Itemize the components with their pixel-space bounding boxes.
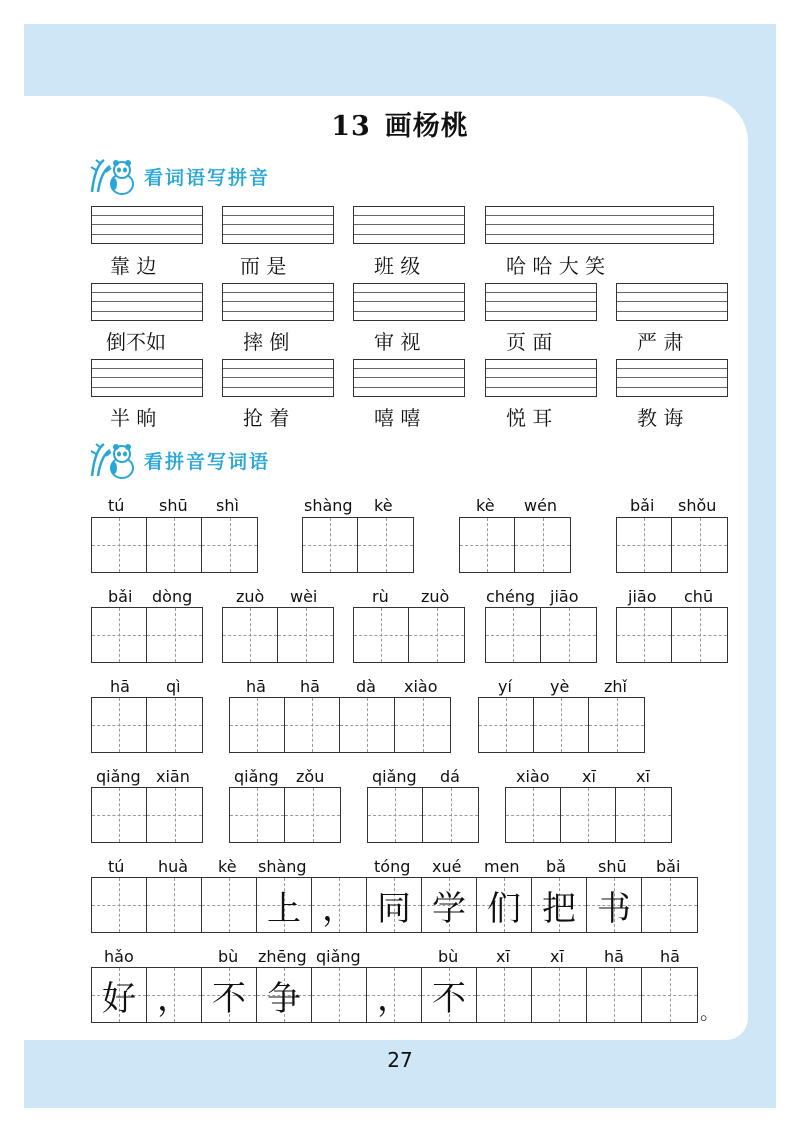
pinyin-label: xiào (516, 767, 550, 786)
pinyin-label: yí (498, 677, 512, 696)
grid-cell[interactable] (312, 968, 367, 1022)
pinyin-label: shàng (258, 857, 307, 876)
grid-cell[interactable]: 争 (257, 968, 312, 1022)
pinyin-label: kè (476, 496, 495, 515)
pinyin-label: bù (438, 947, 459, 966)
grid-cell[interactable] (515, 518, 570, 572)
grid-cell[interactable] (561, 788, 616, 842)
grid-cell[interactable] (617, 518, 672, 572)
pinyin-label: tú (108, 496, 125, 515)
grid-cell[interactable] (617, 608, 672, 662)
grid-cell[interactable]: ， (367, 968, 422, 1022)
pinyin-box[interactable] (91, 206, 203, 244)
grid-cell[interactable] (506, 788, 561, 842)
panda-icon (88, 156, 138, 196)
pinyin-label: dòng (152, 587, 193, 606)
pinyin-box[interactable] (353, 359, 465, 397)
writing-grid[interactable] (485, 607, 597, 663)
page-number: 27 (387, 1048, 413, 1072)
pinyin-label: bǎi (656, 857, 681, 876)
writing-grid[interactable] (616, 517, 728, 573)
writing-grid[interactable] (302, 517, 414, 573)
grid-cell[interactable] (460, 518, 515, 572)
pinyin-box[interactable] (91, 283, 203, 321)
pinyin-label: tóng (374, 857, 411, 876)
writing-grid[interactable] (353, 607, 465, 663)
pinyin-label: huà (158, 857, 189, 876)
grid-cell[interactable]: 上 (257, 878, 312, 932)
pinyin-label: zhǐ (604, 677, 627, 696)
pinyin-label: qiǎng (234, 767, 279, 786)
sentence-grid[interactable] (91, 877, 698, 933)
pinyin-label: xī (550, 947, 564, 966)
pinyin-label: hā (660, 947, 680, 966)
pinyin-label: qiǎng (96, 767, 141, 786)
pinyin-label: chéng (486, 587, 536, 606)
pinyin-label: xué (432, 857, 462, 876)
pinyin-label: wén (524, 496, 558, 515)
pinyin-box[interactable] (485, 206, 714, 244)
grid-cell[interactable]: 同 (367, 878, 422, 932)
grid-cell[interactable] (147, 608, 202, 662)
writing-grid[interactable] (459, 517, 571, 573)
grid-cell[interactable] (147, 788, 202, 842)
grid-cell[interactable] (147, 878, 202, 932)
grid-cell[interactable] (285, 698, 340, 752)
pinyin-label: wèi (290, 587, 318, 606)
grid-cell[interactable] (92, 788, 147, 842)
grid-cell[interactable] (368, 788, 423, 842)
word: 靠 边 (110, 254, 157, 278)
word: 审 视 (374, 330, 421, 354)
word: 嘻 嘻 (374, 406, 421, 430)
pinyin-box[interactable] (222, 283, 334, 321)
writing-grid[interactable] (91, 607, 203, 663)
section-label: 看拼音写词语 (144, 450, 271, 473)
pinyin-box[interactable] (353, 283, 465, 321)
page-title (0, 104, 800, 143)
grid-cell[interactable] (532, 968, 587, 1022)
pinyin-label: hā (110, 677, 130, 696)
pinyin-label: bǎi (630, 496, 655, 515)
grid-cell[interactable]: 不 (422, 968, 477, 1022)
grid-cell[interactable] (354, 608, 409, 662)
pinyin-label: zuò (421, 587, 450, 606)
pinyin-label: bǎ (546, 857, 566, 876)
grid-cell[interactable] (642, 878, 697, 932)
pinyin-box[interactable] (353, 206, 465, 244)
word: 班 级 (374, 254, 421, 278)
pinyin-label: tú (108, 857, 125, 876)
grid-cell[interactable] (477, 968, 532, 1022)
pinyin-label: hā (300, 677, 320, 696)
pinyin-label: xī (496, 947, 510, 966)
word: 页 面 (506, 330, 553, 354)
pinyin-label: hǎo (104, 947, 134, 966)
grid-cell[interactable] (92, 518, 147, 572)
grid-cell[interactable] (202, 518, 257, 572)
pinyin-label: shǒu (678, 496, 717, 515)
pinyin-label: dá (440, 767, 460, 786)
pinyin-label: zhēng (258, 947, 307, 966)
grid-cell[interactable] (672, 608, 727, 662)
grid-cell[interactable]: ， (312, 878, 367, 932)
grid-cell[interactable] (616, 788, 671, 842)
pinyin-label: qiǎng (372, 767, 417, 786)
lesson-number: 13 (331, 111, 371, 142)
grid-cell[interactable] (223, 608, 278, 662)
pinyin-box[interactable] (616, 359, 728, 397)
writing-grid[interactable] (367, 787, 479, 843)
grid-cell[interactable] (147, 518, 202, 572)
pinyin-box[interactable] (222, 359, 334, 397)
grid-cell[interactable] (409, 608, 464, 662)
pinyin-label: kè (218, 857, 237, 876)
pinyin-label: shū (598, 857, 627, 876)
pinyin-label: dà (356, 677, 376, 696)
writing-grid[interactable] (616, 607, 728, 663)
grid-cell[interactable] (303, 518, 358, 572)
writing-grid[interactable] (91, 517, 258, 573)
word: 半 晌 (110, 406, 157, 430)
writing-grid[interactable] (91, 787, 203, 843)
writing-grid[interactable] (229, 697, 451, 753)
grid-cell[interactable] (587, 968, 642, 1022)
grid-cell[interactable] (230, 698, 285, 752)
pinyin-box[interactable] (485, 359, 597, 397)
sentence-end-mark: 。 (700, 1000, 720, 1024)
pinyin-box[interactable] (485, 283, 597, 321)
pinyin-box[interactable] (222, 206, 334, 244)
grid-cell[interactable] (230, 788, 285, 842)
pinyin-label: zuò (236, 587, 265, 606)
pinyin-label: xī (582, 767, 596, 786)
pinyin-label: shū (159, 496, 188, 515)
pinyin-label: jiāo (628, 587, 657, 606)
grid-cell[interactable] (202, 878, 257, 932)
grid-cell[interactable]: 书 (587, 878, 642, 932)
writing-grid[interactable] (229, 787, 341, 843)
pinyin-label: xī (636, 767, 650, 786)
pinyin-label: hā (604, 947, 624, 966)
grid-cell[interactable] (285, 788, 340, 842)
grid-cell[interactable] (479, 698, 534, 752)
grid-cell[interactable] (589, 698, 644, 752)
pinyin-label: rù (372, 587, 389, 606)
pinyin-box[interactable] (91, 359, 203, 397)
pinyin-label: qiǎng (316, 947, 361, 966)
pinyin-label: zǒu (296, 767, 325, 786)
pinyin-label: xiào (404, 677, 438, 696)
grid-cell[interactable] (642, 968, 697, 1022)
sentence-grid[interactable] (91, 967, 698, 1023)
grid-cell[interactable]: 好 (92, 968, 147, 1022)
word: 悦 耳 (506, 406, 553, 430)
grid-cell[interactable] (358, 518, 413, 572)
grid-cell[interactable] (534, 698, 589, 752)
pinyin-label: yè (550, 677, 570, 696)
pinyin-label: qì (166, 677, 181, 696)
pinyin-box[interactable] (616, 283, 728, 321)
pinyin-label: shàng (304, 496, 353, 515)
pinyin-label: bǎi (108, 587, 133, 606)
grid-cell[interactable]: 把 (532, 878, 587, 932)
pinyin-label: xiān (156, 767, 190, 786)
grid-cell[interactable] (278, 608, 333, 662)
section-heading-1 (88, 156, 270, 196)
lesson-title: 画杨桃 (384, 111, 469, 142)
word: 抢 着 (243, 406, 290, 430)
word: 教 诲 (637, 406, 684, 430)
writing-grid[interactable] (222, 607, 334, 663)
grid-cell[interactable] (92, 698, 147, 752)
grid-cell[interactable] (340, 698, 395, 752)
panda-icon (88, 440, 138, 480)
grid-cell[interactable] (92, 608, 147, 662)
pinyin-label: kè (374, 496, 393, 515)
grid-cell[interactable] (541, 608, 596, 662)
section-heading-2 (88, 440, 270, 480)
word: 严 肃 (637, 330, 684, 354)
pinyin-label: hā (246, 677, 266, 696)
grid-cell[interactable] (395, 698, 450, 752)
section-label: 看词语写拼音 (144, 166, 271, 189)
word: 摔 倒 (243, 330, 290, 354)
pinyin-label: shì (216, 496, 239, 515)
word: 而 是 (240, 254, 287, 278)
grid-cell[interactable]: 学 (422, 878, 477, 932)
writing-grid[interactable] (505, 787, 672, 843)
grid-cell[interactable]: 不 (202, 968, 257, 1022)
grid-cell[interactable] (672, 518, 727, 572)
pinyin-label: chū (684, 587, 714, 606)
pinyin-label: men (484, 857, 520, 876)
grid-cell[interactable] (92, 878, 147, 932)
pinyin-label: jiāo (550, 587, 579, 606)
grid-cell[interactable] (147, 698, 202, 752)
pinyin-label: bù (218, 947, 239, 966)
grid-cell[interactable] (423, 788, 478, 842)
word: 哈 哈 大 笑 (506, 254, 606, 278)
grid-cell[interactable]: 们 (477, 878, 532, 932)
grid-cell[interactable] (486, 608, 541, 662)
writing-grid[interactable] (478, 697, 645, 753)
grid-cell[interactable]: ， (147, 968, 202, 1022)
word: 倒不如 (106, 330, 166, 354)
writing-grid[interactable] (91, 697, 203, 753)
